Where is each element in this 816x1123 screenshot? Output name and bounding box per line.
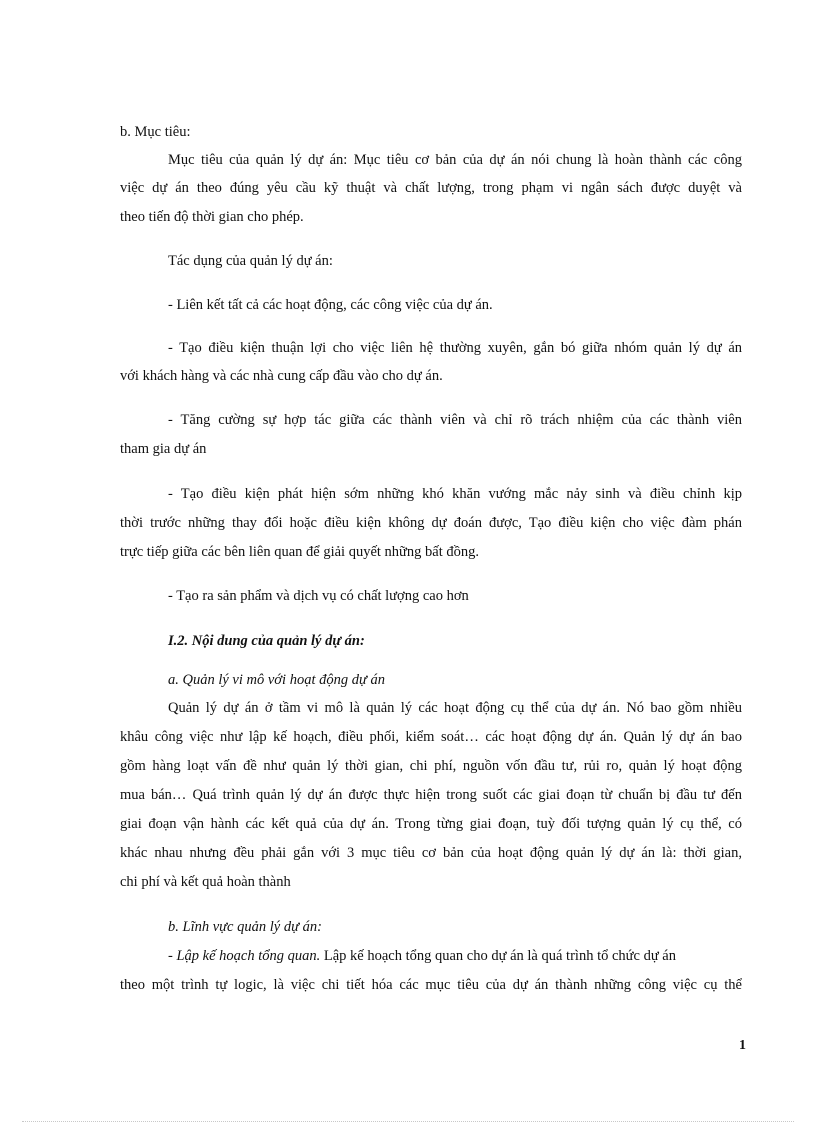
inline-term: - Lập kế hoạch tổng quan. xyxy=(168,948,321,964)
paragraph-line: theo một trình tự logic, là việc chi tiết hóa các mục tiêu của dự án thành những công việc cụ thể xyxy=(120,977,742,993)
paragraph-line: gồm hàng loạt vấn đề như quản lý thời gian, chi phí, nguồn vốn đầu tư, rủi ro, quản lý hoạt động xyxy=(120,758,742,774)
paragraph-line: Mục tiêu của quản lý dự án: Mục tiêu cơ bản của dự án nói chung là hoàn thành các công xyxy=(168,152,742,168)
bullet-line: - Tạo điều kiện thuận lợi cho việc liên hệ thường xuyên, gắn bó giữa nhóm quản lý dự án xyxy=(168,340,742,356)
bullet-line: - Tăng cường sự hợp tác giữa các thành viên và chỉ rõ trách nhiệm của các thành viên xyxy=(168,412,742,428)
bullet-continuation: tham gia dự án xyxy=(120,441,207,457)
bullet-line: - Tạo ra sản phẩm và dịch vụ có chất lượng cao hơn xyxy=(168,588,469,604)
paragraph-line: theo tiến độ thời gian cho phép. xyxy=(120,209,304,225)
section-heading-noi-dung: I.2. Nội dung của quản lý dự án: xyxy=(168,633,365,649)
subsection-heading-linh-vuc: b. Lĩnh vực quản lý dự án: xyxy=(168,919,322,935)
paragraph-line: việc dự án theo đúng yêu cầu kỹ thuật và chất lượng, trong phạm vi ngân sách được duyệt và xyxy=(120,180,742,196)
paragraph-line: Quản lý dự án ở tầm vi mô là quản lý các hoạt động cụ thể của dự án. Nó bao gồm nhiều xyxy=(168,700,742,716)
paragraph-line: khâu công việc như lập kế hoạch, điều phối, kiểm soát… các hoạt động dự án. Quản lý dự án bao xyxy=(120,729,742,745)
page-number: 1 xyxy=(739,1038,746,1053)
bullet-line: - Tạo điều kiện phát hiện sớm những khó khăn vướng mắc nảy sinh và điều chỉnh kịp xyxy=(168,486,742,502)
bullet-line: - Liên kết tất cả các hoạt động, các công việc của dự án. xyxy=(168,297,493,313)
paragraph-line xyxy=(168,946,742,966)
paragraph-line: mua bán… Quá trình quản lý dự án được thực hiện trong suốt các giai đoạn từ chuẩn bị đầu tư đến xyxy=(120,787,742,803)
inline-text: Lập kế hoạch tổng quan cho dự án là quá trình tổ chức dự án xyxy=(320,948,676,964)
paragraph-line: chi phí và kết quả hoàn thành xyxy=(120,874,291,890)
page-border-rule xyxy=(22,1121,794,1122)
paragraph-line: khác nhau nhưng đều phải gắn với 3 mục tiêu cơ bản của hoạt động quản lý dự án là: thời gian, xyxy=(120,845,742,861)
subheading-tac-dung: Tác dụng của quản lý dự án: xyxy=(168,253,333,269)
paragraph-line: giai đoạn vận hành các kết quả của dự án. Trong từng giai đoạn, tuỳ đối tượng quản lý cụ thể, có xyxy=(120,816,742,832)
bullet-continuation: thời trước những thay đổi hoặc điều kiện không dự đoán được, Tạo điều kiện cho việc đàm phán xyxy=(120,515,742,531)
bullet-continuation: trực tiếp giữa các bên liên quan để giải quyết những bất đồng. xyxy=(120,544,479,560)
section-heading-muc-tieu: b. Mục tiêu: xyxy=(120,124,191,140)
subsection-heading-vi-mo: a. Quản lý vi mô với hoạt động dự án xyxy=(168,672,386,688)
bullet-continuation: với khách hàng và các nhà cung cấp đầu vào cho dự án. xyxy=(120,368,443,384)
